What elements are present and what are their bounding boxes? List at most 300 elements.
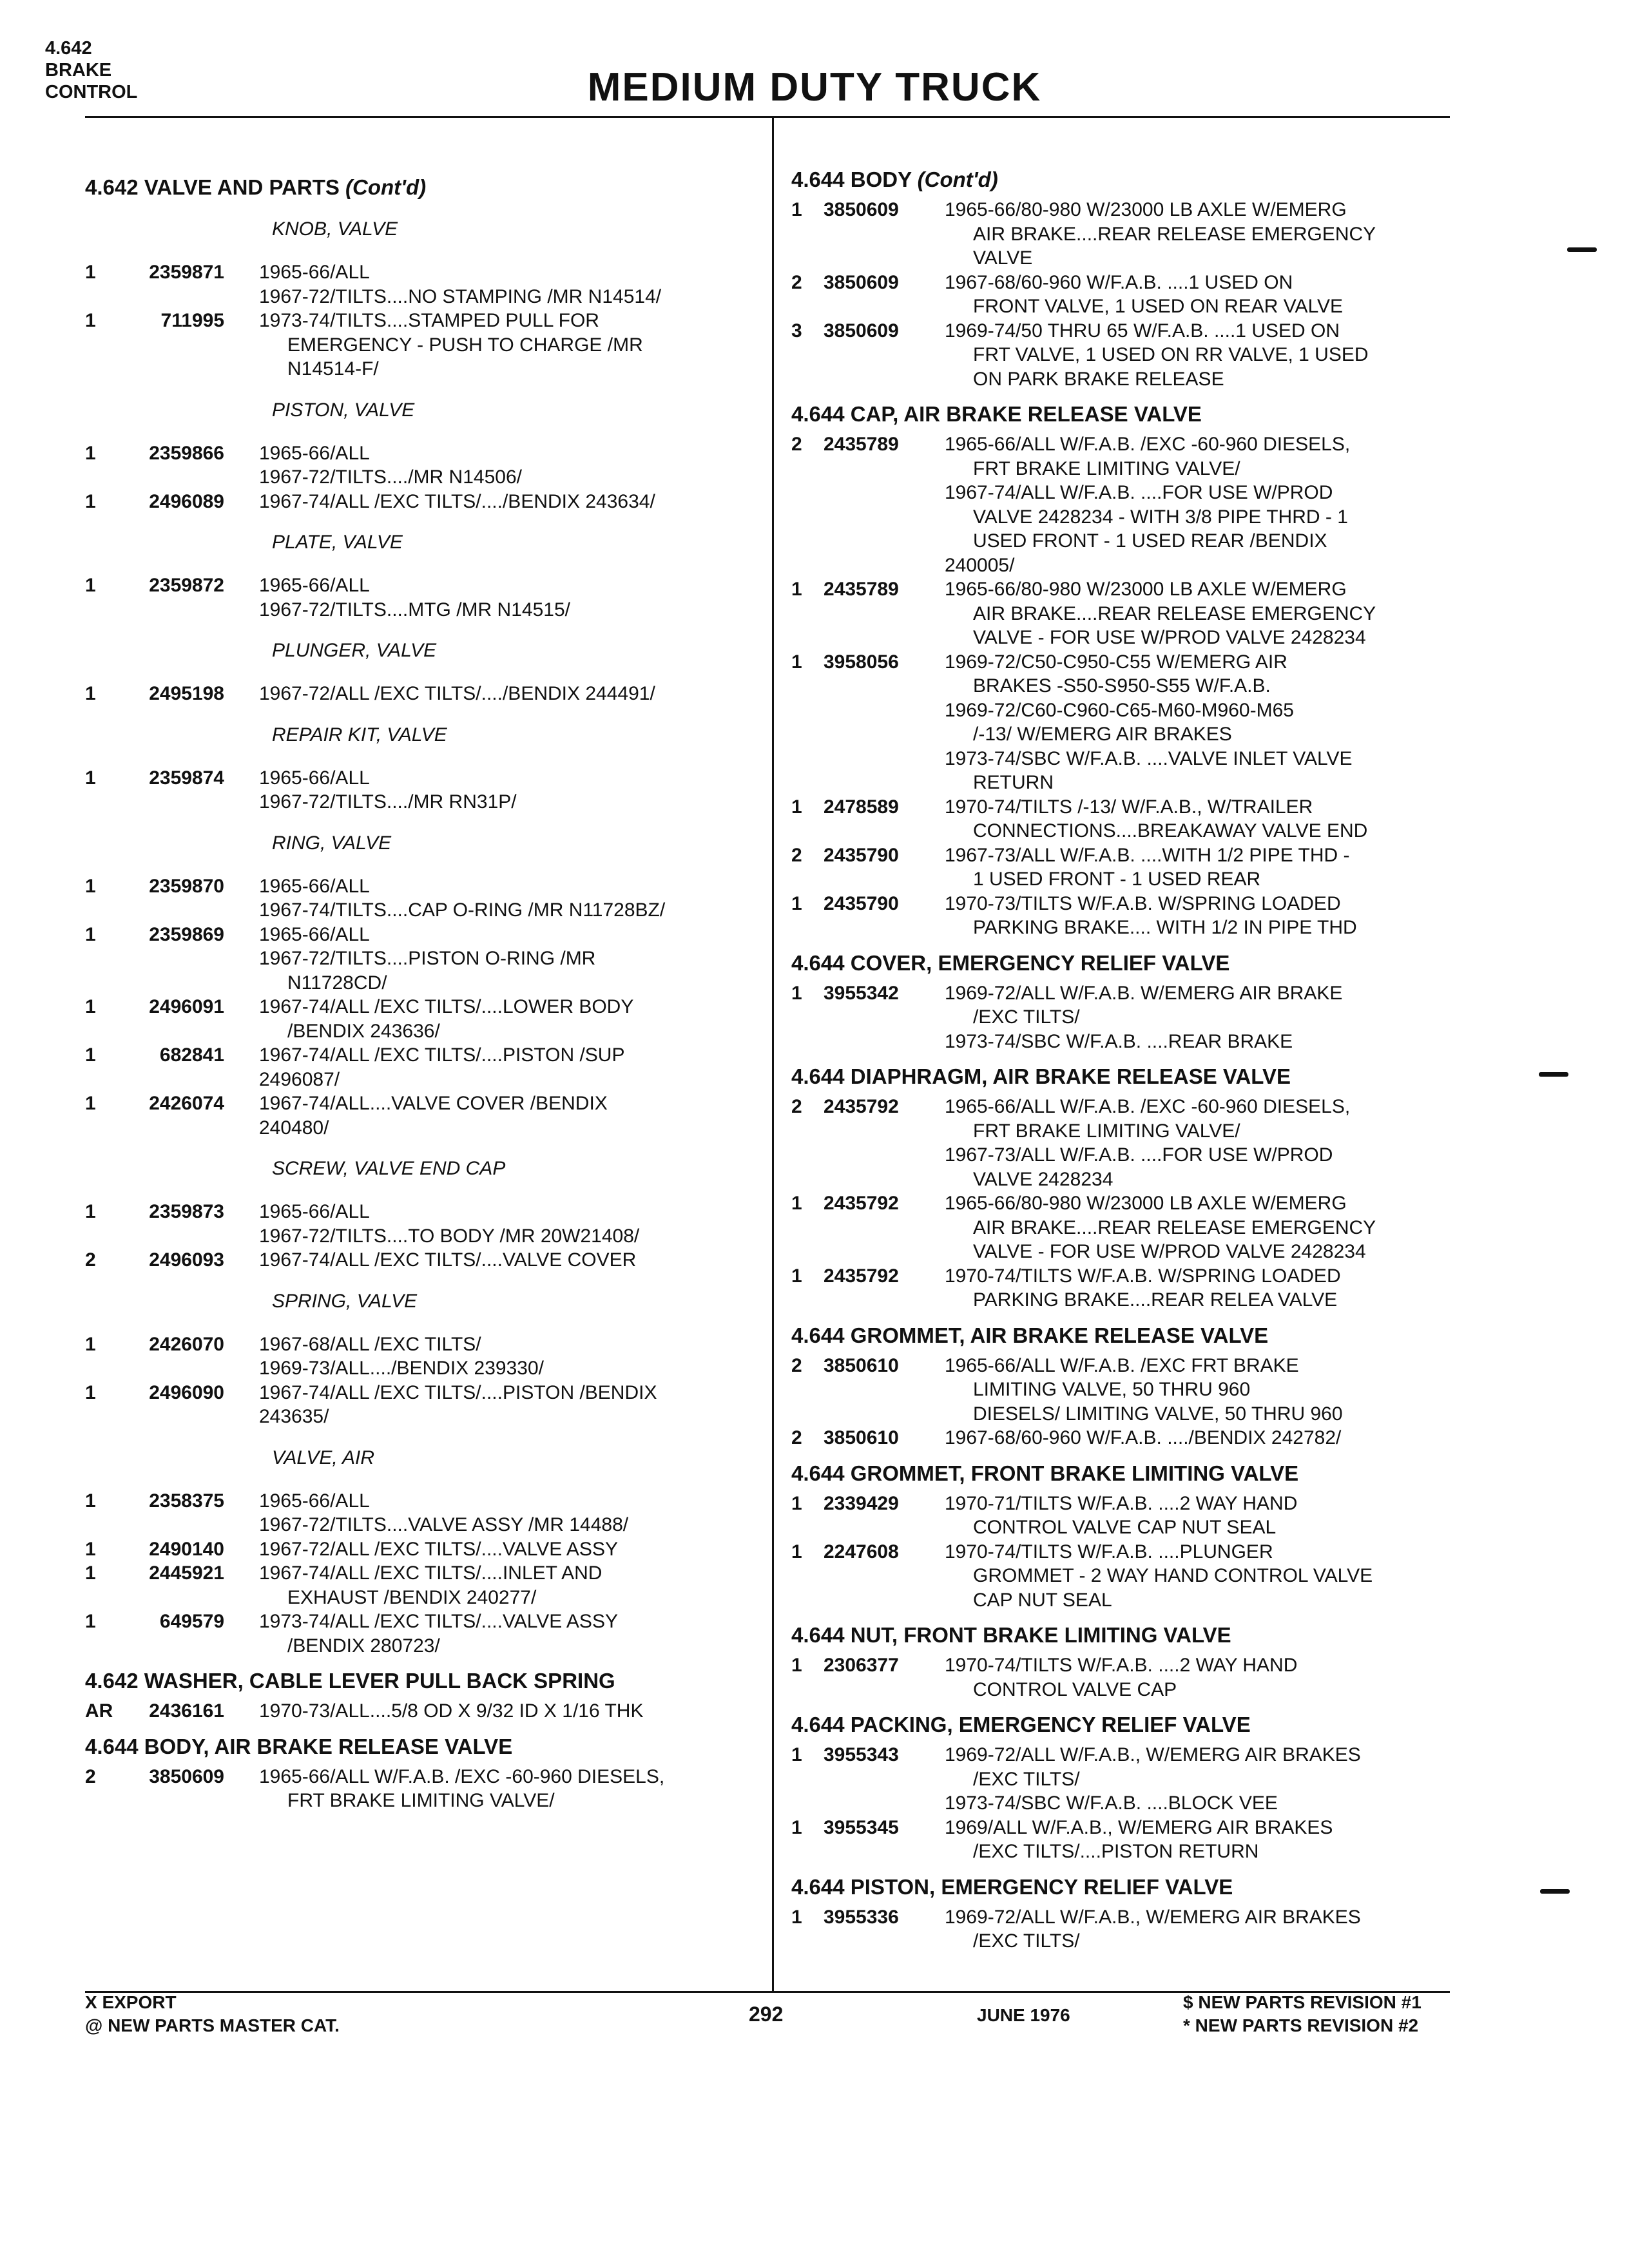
part-quantity: AR [85, 1700, 113, 1722]
part-number: 2247608 [824, 1541, 899, 1562]
description-line: DIESELS/ LIMITING VALVE, 50 THRU 960 [973, 1403, 1343, 1425]
description-line: 1969-74/50 THRU 65 W/F.A.B. ....1 USED ON [945, 320, 1340, 341]
part-subheading: RING, VALVE [272, 832, 392, 854]
part-row [85, 573, 755, 622]
continued-label: (Cont'd) [345, 175, 427, 199]
description-line: AIR BRAKE....REAR RELEASE EMERGENCY [973, 223, 1376, 245]
part-description [259, 874, 755, 923]
footer-export-note: X EXPORT [85, 1992, 177, 2012]
part-quantity: 1 [791, 199, 802, 220]
part-quantity: 1 [85, 575, 96, 596]
part-subheading: SPRING, VALVE [272, 1290, 418, 1312]
part-quantity: 2 [791, 1427, 802, 1448]
description-line: 1969/ALL W/F.A.B., W/EMERG AIR BRAKES [945, 1816, 1333, 1838]
section-heading [791, 167, 1455, 193]
part-number: 2426074 [149, 1093, 224, 1114]
part-row [791, 1426, 1455, 1450]
description-line: EXHAUST /BENDIX 240277/ [287, 1586, 537, 1608]
part-quantity: 2 [791, 271, 802, 293]
description-line: 1965-66/80-980 W/23000 LB AXLE W/EMERG [945, 199, 1347, 220]
part-quantity: 2 [85, 1765, 96, 1787]
part-quantity: 1 [85, 310, 96, 331]
part-number: 2445921 [149, 1562, 224, 1584]
description-line: 1967-73/ALL W/F.A.B. ....WITH 1/2 PIPE THD - [945, 844, 1350, 866]
description-line: 1967-74/ALL W/F.A.B. ....FOR USE W/PROD [945, 482, 1333, 503]
part-row [85, 1332, 755, 1381]
description-line: FRT BRAKE LIMITING VALVE/ [973, 1120, 1240, 1142]
part-row [791, 650, 1455, 795]
part-description [945, 1743, 1455, 1816]
part-subheading: VALVE, AIR [272, 1446, 374, 1468]
description-line: 1967-74/ALL /EXC TILTS/....VALVE COVER [259, 1249, 637, 1271]
description-line: 2496087/ [259, 1068, 340, 1090]
description-line: /EXC TILTS/ [973, 1930, 1080, 1952]
part-row [791, 1905, 1455, 1954]
part-number: 2359873 [149, 1201, 224, 1222]
part-quantity: 1 [791, 982, 802, 1004]
section-heading [791, 1461, 1455, 1486]
part-description [945, 1426, 1455, 1450]
part-number: 2426070 [149, 1333, 224, 1355]
description-line: VALVE [973, 247, 1033, 269]
part-row [85, 1091, 755, 1140]
section-heading [791, 1622, 1455, 1648]
part-description [945, 1492, 1455, 1540]
part-quantity: 1 [85, 1201, 96, 1222]
margin-tick-mark [1540, 1889, 1570, 1894]
description-line: 1969-72/C50-C950-C55 W/EMERG AIR [945, 651, 1287, 673]
part-number: 2359869 [149, 923, 224, 945]
part-number: 2359871 [149, 262, 224, 283]
part-row [85, 309, 755, 381]
part-quantity: 2 [791, 844, 802, 866]
part-row [85, 1200, 755, 1248]
part-description [945, 271, 1455, 319]
part-description [259, 1248, 755, 1273]
part-description [259, 1489, 755, 1537]
description-line: 1967-72/TILTS....TO BODY /MR 20W21408/ [259, 1225, 640, 1247]
part-description [945, 650, 1455, 795]
part-row [791, 198, 1455, 271]
description-line: GROMMET - 2 WAY HAND CONTROL VALVE [973, 1565, 1373, 1586]
description-line: CONNECTIONS....BREAKAWAY VALVE END [973, 820, 1368, 841]
part-quantity: 1 [791, 651, 802, 673]
part-row [791, 577, 1455, 650]
section-heading [85, 1668, 755, 1694]
part-description [945, 1095, 1455, 1191]
part-number: 2436161 [149, 1700, 224, 1722]
part-number: 2435792 [824, 1096, 899, 1117]
part-description [259, 490, 755, 514]
part-quantity: 1 [85, 1381, 96, 1403]
part-description [259, 260, 755, 309]
part-row [85, 682, 755, 706]
part-subheading: REPAIR KIT, VALVE [272, 724, 447, 745]
description-line: 1967-72/TILTS....NO STAMPING /MR N14514/ [259, 285, 662, 307]
section-code: 4.642 BRAKE CONTROL [45, 38, 138, 102]
part-row [85, 1561, 755, 1610]
description-line: LIMITING VALVE, 50 THRU 960 [973, 1379, 1251, 1400]
description-line: /EXC TILTS/ [973, 1768, 1080, 1790]
part-description [259, 923, 755, 995]
description-line: 1965-66/ALL [259, 442, 370, 464]
description-line: 1969-72/ALL W/F.A.B., W/EMERG AIR BRAKES [945, 1906, 1361, 1928]
part-row [85, 1043, 755, 1091]
description-line: 240005/ [945, 554, 1015, 576]
part-quantity: 1 [85, 1333, 96, 1355]
part-row [85, 1765, 755, 1813]
margin-tick-mark [1567, 247, 1597, 252]
part-row [85, 1699, 755, 1724]
part-number: 3850609 [149, 1765, 224, 1787]
description-line: 1965-66/80-980 W/23000 LB AXLE W/EMERG [945, 1193, 1347, 1214]
description-line: 1970-71/TILTS W/F.A.B. ....2 WAY HAND [945, 1492, 1298, 1514]
part-quantity: 1 [791, 1492, 802, 1514]
part-description [945, 1354, 1455, 1427]
description-line: FRT BRAKE LIMITING VALVE/ [287, 1790, 555, 1811]
part-subheading: SCREW, VALVE END CAP [272, 1158, 506, 1179]
part-quantity: 1 [791, 579, 802, 600]
section-heading-text: 4.644 BODY, AIR BRAKE RELEASE VALVE [85, 1734, 513, 1758]
part-quantity: 2 [85, 1249, 96, 1271]
column-divider [772, 118, 774, 1993]
part-quantity: 1 [85, 490, 96, 512]
section-heading [791, 1323, 1455, 1349]
page-number: 292 [749, 2003, 784, 2026]
part-row [791, 1540, 1455, 1613]
section-heading-text: 4.644 DIAPHRAGM, AIR BRAKE RELEASE VALVE [791, 1064, 1291, 1088]
part-number: 2435792 [824, 1193, 899, 1214]
part-number: 2306377 [824, 1655, 899, 1676]
part-description [945, 1653, 1455, 1702]
header-rule [85, 116, 1450, 118]
continued-label: (Cont'd) [917, 168, 998, 191]
description-line: 1969-72/ALL W/F.A.B. W/EMERG AIR BRAKE [945, 982, 1343, 1004]
footer-legend-left [85, 1991, 340, 2037]
section-heading-text: 4.644 GROMMET, FRONT BRAKE LIMITING VALVE [791, 1461, 1299, 1485]
description-line: 1965-66/ALL W/F.A.B. /EXC -60-960 DIESELS, [945, 1096, 1351, 1117]
part-quantity: 2 [791, 1096, 802, 1117]
description-line: 1965-66/ALL [259, 767, 370, 789]
part-description [259, 1381, 755, 1429]
part-row [85, 1248, 755, 1273]
description-line: 1973-74/SBC W/F.A.B. ....BLOCK VEE [945, 1792, 1278, 1814]
description-line: 1965-66/80-980 W/23000 LB AXLE W/EMERG [945, 579, 1347, 600]
part-description [259, 1699, 755, 1724]
part-number: 682841 [159, 1044, 224, 1066]
part-quantity: 1 [791, 1906, 802, 1928]
description-line: 1970-74/TILTS W/F.A.B. ....PLUNGER [945, 1541, 1273, 1562]
section-heading-text: 4.644 COVER, EMERGENCY RELIEF VALVE [791, 950, 1230, 975]
description-line: /EXC TILTS/ [973, 1006, 1080, 1028]
part-description [259, 441, 755, 490]
part-quantity: 2 [791, 1354, 802, 1376]
part-quantity: 1 [85, 442, 96, 464]
part-number: 2359870 [149, 875, 224, 897]
description-line: 1967-72/TILTS..../MR RN31P/ [259, 791, 517, 812]
description-line: 1965-66/ALL W/F.A.B. /EXC FRT BRAKE [945, 1354, 1299, 1376]
part-quantity: 1 [85, 262, 96, 283]
part-description [945, 892, 1455, 940]
description-line: VALVE 2428234 [973, 1168, 1113, 1190]
part-number: 2435789 [824, 579, 899, 600]
description-line: FRT VALVE, 1 USED ON RR VALVE, 1 USED [973, 344, 1369, 365]
section-heading-text: 4.644 GROMMET, AIR BRAKE RELEASE VALVE [791, 1323, 1269, 1347]
section-heading-text: 4.644 BODY [791, 168, 918, 191]
section-heading-text: 4.644 PACKING, EMERGENCY RELIEF VALVE [791, 1713, 1251, 1736]
description-line: 1970-74/TILTS /-13/ W/F.A.B., W/TRAILER [945, 796, 1313, 818]
description-line: 1965-66/ALL [259, 1201, 370, 1222]
part-quantity: 1 [791, 1265, 802, 1287]
part-description [259, 573, 755, 622]
part-quantity: 1 [791, 892, 802, 914]
description-line: 1965-66/ALL [259, 923, 370, 945]
description-line: N14514-F/ [287, 358, 379, 380]
description-line: 1967-74/ALL /EXC TILTS/..../BENDIX 243634/ [259, 490, 655, 512]
part-row [85, 1489, 755, 1537]
part-row [791, 795, 1455, 843]
part-description [945, 1191, 1455, 1264]
description-line: 1970-73/TILTS W/F.A.B. W/SPRING LOADED [945, 892, 1341, 914]
part-quantity: 1 [85, 1611, 96, 1632]
part-number: 2435790 [824, 844, 899, 866]
part-description [259, 1332, 755, 1381]
part-description [259, 1091, 755, 1140]
part-description [945, 1905, 1455, 1954]
part-quantity: 1 [791, 1541, 802, 1562]
part-quantity: 1 [791, 1655, 802, 1676]
description-line: ON PARK BRAKE RELEASE [973, 368, 1224, 390]
part-row [85, 923, 755, 995]
part-row [791, 1095, 1455, 1191]
part-description [945, 319, 1455, 392]
section-heading [791, 401, 1455, 427]
description-line: CAP NUT SEAL [973, 1589, 1112, 1611]
description-line: 1 USED FRONT - 1 USED REAR [973, 869, 1261, 890]
part-row [791, 1653, 1455, 1702]
part-number: 3955343 [824, 1744, 899, 1765]
part-row [791, 843, 1455, 892]
part-row [85, 995, 755, 1043]
part-number: 649579 [159, 1611, 224, 1632]
description-line: PARKING BRAKE.... WITH 1/2 IN PIPE THD [973, 917, 1357, 938]
part-quantity: 1 [85, 1490, 96, 1512]
part-number: 2359872 [149, 575, 224, 596]
part-quantity: 1 [85, 1044, 96, 1066]
page-title: MEDIUM DUTY TRUCK [587, 65, 1042, 110]
description-line: 1969-73/ALL..../BENDIX 239330/ [259, 1358, 544, 1379]
part-description [945, 432, 1455, 577]
part-quantity: 1 [791, 1193, 802, 1214]
part-row [791, 432, 1455, 577]
description-line: 1970-74/TILTS W/F.A.B. ....2 WAY HAND [945, 1655, 1298, 1676]
section-heading [791, 1874, 1455, 1900]
section-heading-text: 4.644 NUT, FRONT BRAKE LIMITING VALVE [791, 1623, 1231, 1647]
footer-master-cat-note: @ NEW PARTS MASTER CAT. [85, 2015, 340, 2035]
description-line: 1967-72/ALL /EXC TILTS/....VALVE ASSY [259, 1538, 618, 1560]
part-quantity: 2 [791, 434, 802, 455]
part-row [85, 1381, 755, 1429]
part-number: 2358375 [149, 1490, 224, 1512]
section-heading-text: 4.644 PISTON, EMERGENCY RELIEF VALVE [791, 1874, 1233, 1899]
part-description [259, 1200, 755, 1248]
description-line: 1965-66/ALL W/F.A.B. /EXC -60-960 DIESELS, [259, 1765, 665, 1787]
description-line: 1967-72/TILTS....PISTON O-RING /MR [259, 948, 596, 969]
part-description [945, 1816, 1455, 1864]
part-quantity: 1 [85, 875, 96, 897]
part-row [85, 766, 755, 814]
footer-revision-1-note: $ NEW PARTS REVISION #1 [1183, 1992, 1422, 2012]
part-number: 3955336 [824, 1906, 899, 1928]
part-row [85, 490, 755, 514]
part-description [945, 795, 1455, 843]
part-description [259, 995, 755, 1043]
footer-revision-2-note: * NEW PARTS REVISION #2 [1183, 2015, 1419, 2035]
part-number: 2435790 [824, 892, 899, 914]
description-line: 1965-66/ALL W/F.A.B. /EXC -60-960 DIESELS, [945, 434, 1351, 455]
part-number: 2496089 [149, 490, 224, 512]
description-line: CONTROL VALVE CAP [973, 1678, 1177, 1700]
part-row [85, 441, 755, 490]
part-row [791, 1816, 1455, 1864]
description-line: EMERGENCY - PUSH TO CHARGE /MR [287, 334, 643, 356]
part-row [791, 892, 1455, 940]
part-row [791, 1264, 1455, 1312]
description-line: BRAKES -S50-S950-S55 W/F.A.B. [973, 675, 1271, 697]
part-number: 3958056 [824, 651, 899, 673]
part-row [85, 874, 755, 923]
part-description [945, 1540, 1455, 1613]
part-number: 3955342 [824, 982, 899, 1004]
part-quantity: 1 [85, 1093, 96, 1114]
description-line: 1967-74/ALL /EXC TILTS/....PISTON /SUP [259, 1044, 625, 1066]
description-line: 1965-66/ALL [259, 1490, 370, 1512]
part-row [791, 1354, 1455, 1427]
part-row [85, 1537, 755, 1562]
description-line: 1967-72/TILTS....VALVE ASSY /MR 14488/ [259, 1514, 629, 1535]
description-line: 1973-74/SBC W/F.A.B. ....VALVE INLET VALVE [945, 747, 1353, 769]
part-quantity: 1 [85, 1538, 96, 1560]
section-heading-text: 4.644 CAP, AIR BRAKE RELEASE VALVE [791, 402, 1202, 426]
section-heading [85, 1734, 755, 1760]
description-line: RETURN [973, 772, 1054, 793]
description-line: 1967-74/TILTS....CAP O-RING /MR N11728BZ/ [259, 899, 666, 921]
description-line: 1967-74/ALL /EXC TILTS/....PISTON /BENDIX [259, 1381, 657, 1403]
part-quantity: 1 [791, 1744, 802, 1765]
description-line: 1967-72/TILTS..../MR N14506/ [259, 466, 522, 488]
description-line: 1967-74/ALL /EXC TILTS/....INLET AND [259, 1562, 602, 1584]
part-row [791, 319, 1455, 392]
part-quantity: 1 [85, 1562, 96, 1584]
description-line: 1967-72/ALL /EXC TILTS/..../BENDIX 244491/ [259, 683, 655, 704]
part-number: 2359874 [149, 767, 224, 789]
part-description [259, 1537, 755, 1562]
part-row [791, 1492, 1455, 1540]
description-line: PARKING BRAKE....REAR RELEA VALVE [973, 1289, 1338, 1311]
part-number: 2435789 [824, 434, 899, 455]
part-quantity: 1 [791, 1816, 802, 1838]
part-row [791, 981, 1455, 1054]
description-line: 1969-72/ALL W/F.A.B., W/EMERG AIR BRAKES [945, 1744, 1361, 1765]
description-line: 1973-74/SBC W/F.A.B. ....REAR BRAKE [945, 1030, 1293, 1052]
section-heading [791, 1712, 1455, 1738]
section-heading [85, 175, 755, 200]
description-line: AIR BRAKE....REAR RELEASE EMERGENCY [973, 1216, 1376, 1238]
description-line: AIR BRAKE....REAR RELEASE EMERGENCY [973, 602, 1376, 624]
description-line: USED FRONT - 1 USED REAR /BENDIX [973, 530, 1327, 552]
description-line: N11728CD/ [287, 972, 387, 994]
part-row [791, 1191, 1455, 1264]
part-number: 711995 [160, 310, 224, 331]
description-line: FRONT VALVE, 1 USED ON REAR VALVE [973, 296, 1344, 317]
part-description [259, 766, 755, 814]
description-line: 1967-74/ALL /EXC TILTS/....LOWER BODY [259, 996, 634, 1017]
part-subheading: PISTON, VALVE [272, 399, 415, 421]
part-description [259, 309, 755, 381]
section-heading-text: 4.642 VALVE AND PARTS [85, 175, 346, 199]
part-description [945, 1264, 1455, 1312]
part-number: 3850609 [824, 199, 899, 220]
part-description [945, 198, 1455, 271]
description-line: VALVE - FOR USE W/PROD VALVE 2428234 [973, 627, 1366, 648]
part-row [85, 1610, 755, 1658]
part-number: 2496091 [149, 996, 224, 1017]
part-quantity: 1 [85, 683, 96, 704]
description-line: 1967-74/ALL....VALVE COVER /BENDIX [259, 1093, 608, 1114]
description-line: 1965-66/ALL [259, 575, 370, 596]
description-line: CONTROL VALVE CAP NUT SEAL [973, 1517, 1277, 1538]
description-line: VALVE - FOR USE W/PROD VALVE 2428234 [973, 1241, 1366, 1262]
description-line: /BENDIX 243636/ [287, 1020, 440, 1042]
part-description [259, 682, 755, 706]
description-line: 1973-74/TILTS....STAMPED PULL FOR [259, 310, 599, 331]
part-number: 3850609 [824, 271, 899, 293]
description-line: 1973-74/ALL /EXC TILTS/....VALVE ASSY [259, 1611, 618, 1632]
part-quantity: 1 [85, 767, 96, 789]
description-line: VALVE 2428234 - WITH 3/8 PIPE THRD - 1 [973, 506, 1348, 528]
section-heading [791, 950, 1455, 976]
part-row [85, 260, 755, 309]
description-line: 1970-73/ALL....5/8 OD X 9/32 ID X 1/16 THK [259, 1700, 644, 1722]
part-quantity: 1 [85, 923, 96, 945]
part-number: 2478589 [824, 796, 899, 818]
description-line: 243635/ [259, 1406, 329, 1427]
description-line: 1967-68/60-960 W/F.A.B. ..../BENDIX 242782/ [945, 1427, 1342, 1448]
description-line: /BENDIX 280723/ [287, 1635, 440, 1657]
part-number: 2435792 [824, 1265, 899, 1287]
description-line: /-13/ W/EMERG AIR BRAKES [973, 724, 1232, 745]
part-number: 3955345 [824, 1816, 899, 1838]
part-number: 2490140 [149, 1538, 224, 1560]
part-description [945, 843, 1455, 892]
description-line: 1965-66/ALL [259, 262, 370, 283]
part-quantity: 1 [85, 996, 96, 1017]
part-description [259, 1043, 755, 1091]
part-number: 2496093 [149, 1249, 224, 1271]
part-description [259, 1765, 755, 1813]
part-description [945, 981, 1455, 1054]
description-line: 1969-72/C60-C960-C65-M60-M960-M65 [945, 699, 1294, 721]
part-number: 2359866 [149, 442, 224, 464]
part-subheading: KNOB, VALVE [272, 218, 398, 240]
part-description [259, 1610, 755, 1658]
part-quantity: 1 [791, 796, 802, 818]
description-line: /EXC TILTS/....PISTON RETURN [973, 1841, 1259, 1862]
part-number: 3850609 [824, 320, 899, 341]
description-line: 1970-74/TILTS W/F.A.B. W/SPRING LOADED [945, 1265, 1341, 1287]
section-heading-text: 4.642 WASHER, CABLE LEVER PULL BACK SPRING [85, 1669, 615, 1693]
part-number: 3850610 [824, 1354, 899, 1376]
